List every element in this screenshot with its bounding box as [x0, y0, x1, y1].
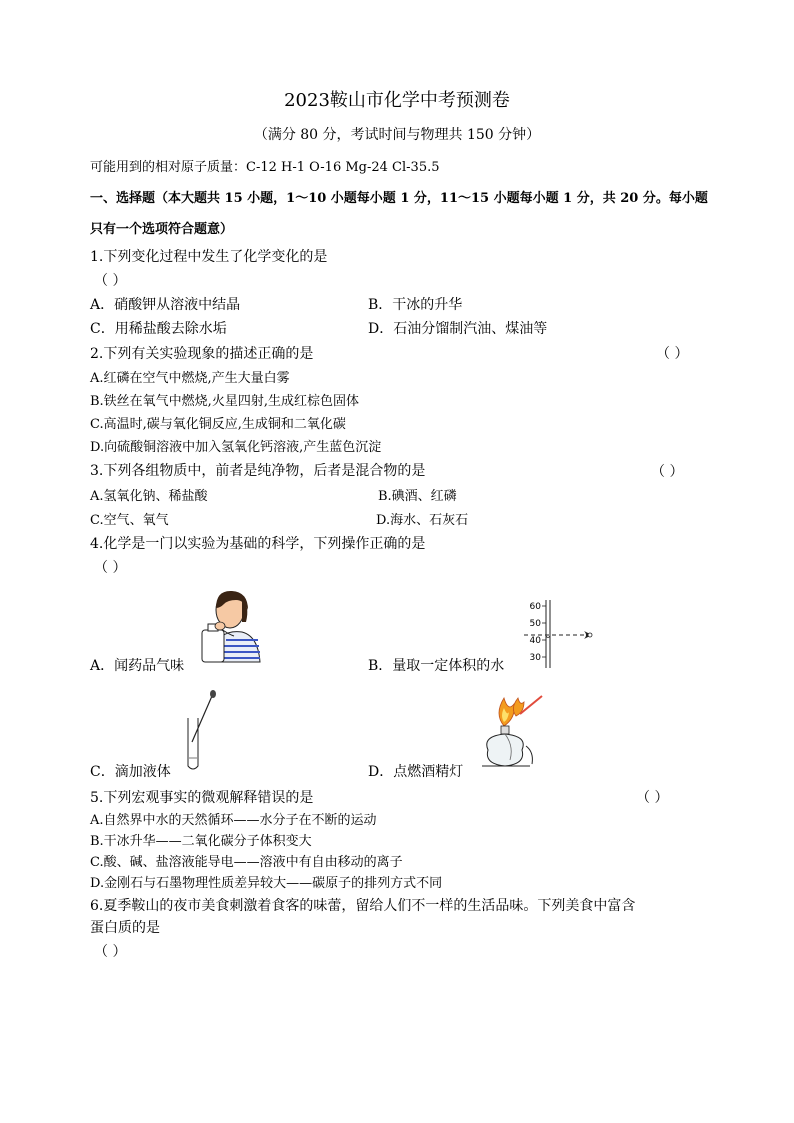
q2-option-d: D.向硫酸铜溶液中加入氢氧化钙溶液,产生蓝色沉淀 [90, 440, 382, 455]
q3-bracket: （ ） [651, 464, 684, 480]
atomic-masses: 可能用到的相对原子质量：C-12 H-1 O-16 Mg-24 Cl-35.5 [90, 160, 440, 175]
cylinder-tick-60: 60 [529, 602, 541, 612]
exam-title: 2023鞍山市化学中考预测卷 [284, 90, 510, 111]
smelling-chemical-figure [198, 588, 264, 664]
q5-option-b: B.干冰升华——二氧化碳分子体积变大 [90, 834, 312, 849]
cylinder-tick-40: 40 [529, 636, 541, 646]
q3-option-a: A.氢氧化钠、稀盐酸 [90, 489, 208, 504]
q4-option-a: A．闻药品气味 [90, 658, 185, 674]
q3-stem: 3.下列各组物质中，前者是纯净物，后者是混合物的是 [90, 463, 426, 479]
q1-option-a: A．硝酸钾从溶液中结晶 [90, 297, 241, 313]
section-heading-line2: 只有一个选项符合题意） [90, 222, 234, 237]
alcohol-lamp-figure [474, 690, 554, 774]
cylinder-tick-30: 30 [529, 653, 541, 663]
q1-option-c: C．用稀盐酸去除水垢 [90, 321, 227, 337]
dropper-test-tube-figure [178, 688, 218, 774]
measuring-cylinder-figure [518, 596, 598, 672]
q4-bracket: （ ） [94, 560, 127, 576]
q1-stem: 1.下列变化过程中发生了化学变化的是 [90, 249, 328, 265]
q3-option-d: D.海水、石灰石 [376, 513, 469, 528]
q2-stem: 2.下列有关实验现象的描述正确的是 [90, 346, 314, 362]
q2-option-b: B.铁丝在氧气中燃烧,火星四射,生成红棕色固体 [90, 394, 359, 409]
cylinder-tick-50: 50 [529, 619, 541, 629]
q4-option-c: C．滴加液体 [90, 764, 171, 780]
exam-subtitle: （满分 80 分，考试时间与物理共 150 分钟） [253, 127, 541, 143]
q5-stem: 5.下列宏观事实的微观解释错误的是 [90, 790, 314, 806]
q5-option-a: A.自然界中水的天然循环——水分子在不断的运动 [90, 813, 377, 828]
q5-option-c: C.酸、碱、盐溶液能导电——溶液中有自由移动的离子 [90, 855, 403, 870]
section-heading-line1: 一、选择题（本大题共 15 小题，1～10 小题每小题 1 分，11～15 小题每小题 1 分，共 20 分。每小题 [90, 191, 708, 206]
q5-bracket: （ ） [636, 790, 669, 806]
q4-stem: 4.化学是一门以实验为基础的科学，下列操作正确的是 [90, 536, 426, 552]
q1-option-b: B．干冰的升华 [368, 297, 463, 313]
q2-bracket: （ ） [656, 346, 689, 362]
q2-option-c: C.高温时,碳与氧化铜反应,生成铜和二氧化碳 [90, 417, 346, 432]
q1-option-d: D．石油分馏制汽油、煤油等 [368, 321, 548, 337]
q2-option-a: A.红磷在空气中燃烧,产生大量白雾 [90, 371, 290, 386]
q3-option-c: C.空气、氧气 [90, 513, 169, 528]
q1-bracket: （ ） [94, 273, 127, 289]
q6-stem-line2: 蛋白质的是 [90, 920, 160, 936]
q5-option-d: D.金刚石与石墨物理性质差异较大——碳原子的排列方式不同 [90, 876, 443, 891]
q3-option-b: B.碘酒、红磷 [378, 489, 457, 504]
q6-bracket: （ ） [94, 944, 127, 960]
q6-stem-line1: 6.夏季鞍山的夜市美食刺激着食客的味蕾，留给人们不一样的生活品味。下列美食中富含 [90, 898, 636, 914]
q4-option-d: D．点燃酒精灯 [368, 764, 464, 780]
q4-option-b: B．量取一定体积的水 [368, 658, 505, 674]
